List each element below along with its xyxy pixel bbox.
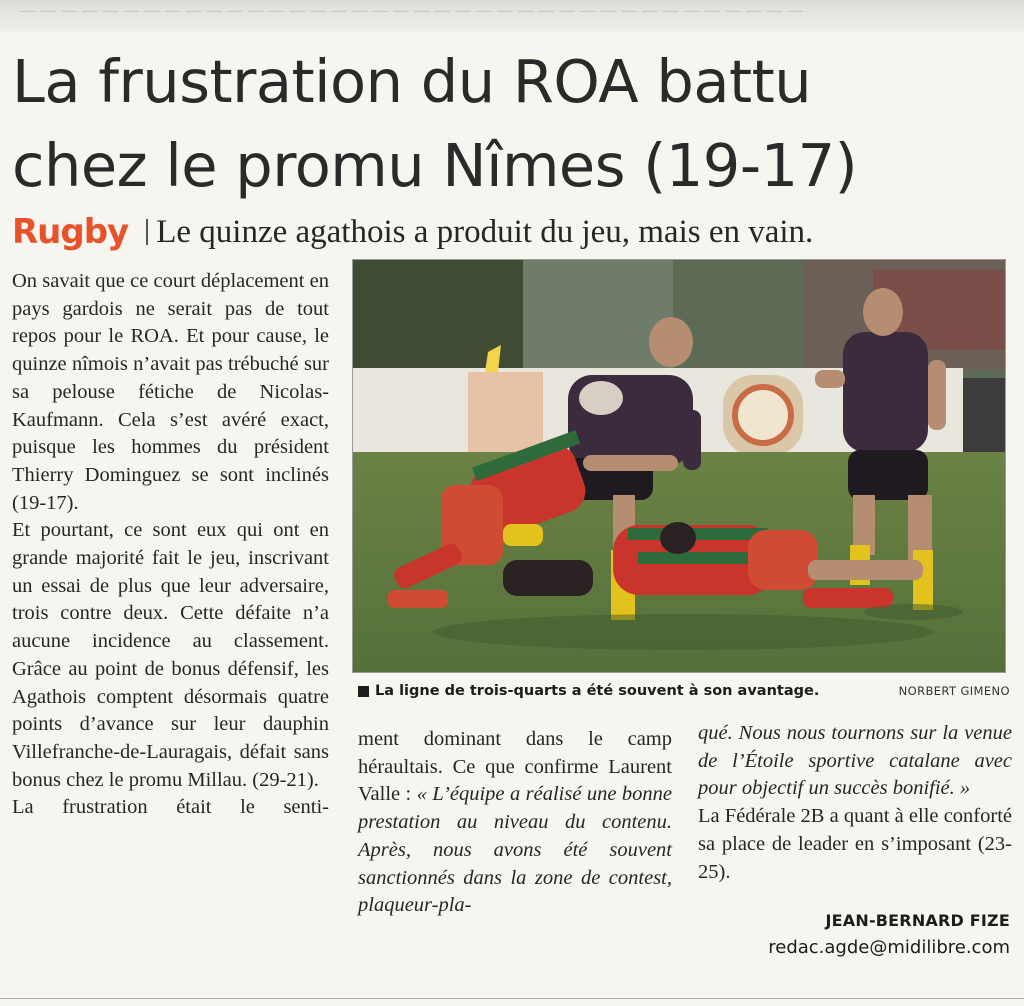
headline — [12, 40, 1012, 208]
paragraph — [358, 726, 672, 920]
article-column-3 — [698, 720, 1012, 886]
author-email: redac.agde@midilibre.com — [768, 937, 1010, 958]
article-column-2 — [358, 726, 672, 920]
paragraph — [698, 720, 1012, 803]
article-column-1 — [12, 268, 329, 822]
paragraph: La Fédérale 2B a quant à elle conforté sa place de leader en s’imposant (23-25). — [698, 805, 1012, 883]
quote: qué. Nous nous tournons sur la venue de l’Étoile sportive catalane avec pour objectif un succès bonifié. » — [698, 722, 1012, 800]
paragraph: La frustration était le senti- — [12, 796, 329, 819]
column-text: ment dominant dans le camp héraultais. Ce que confirme Laurent Valle : — [358, 728, 672, 806]
photo-credit: NORBERT GIMENO — [898, 684, 1010, 698]
bleed-text: — — — — — — — — — — — — — — — — — — — — — — — — — — — — — — — — — — — — — — — [20, 3, 804, 19]
author-byline: JEAN-BERNARD FIZE — [825, 911, 1010, 930]
quote: « L’équipe a réalisé une bonne prestation au niveau du contenu. Après, nous avons été souvent sanctionnés dans la zone de contest, plaqueur-pla- — [358, 783, 672, 917]
caption-bullet-icon — [358, 686, 369, 697]
kicker-separator — [146, 219, 148, 245]
rugby-action-photo — [353, 260, 1005, 672]
photo-caption — [358, 678, 1010, 704]
section-tag: Rugby — [12, 212, 129, 252]
kicker — [12, 210, 813, 254]
paragraph: On savait que ce court déplacement en pays gardois ne serait pas de tout repos pour le ROA. Et pour cause, le quinze nîmois n’avait pas trébuché sur sa pelouse fétiche de Nicolas-Kaufmann. Cela s’est avéré exact, puisque les hommes du président Thierry Dominguez se sont inclinés (19-17). — [12, 270, 329, 514]
headline-line-1: La frustration du ROA battu — [12, 47, 812, 116]
previous-page-bleed — [0, 0, 1024, 32]
caption-text: La ligne de trois-quarts a été souvent à son avantage. — [375, 683, 820, 699]
paragraph: Et pourtant, ce sont eux qui ont en grande majorité fait le jeu, inscrivant un essai de plus que leur adversaire, trois contre deux. Cette défaite n’a aucune incidence au classement. Grâce au point de bonus défensif, les Agathois comptent désormais quatre points d’avance sur leur dauphin Villefranche-de-Lauragais, défait sans bonus chez le promu Millau. (29-21). — [12, 519, 329, 791]
headline-line-2: chez le promu Nîmes (19-17) — [12, 131, 858, 200]
bottom-rule — [0, 998, 1024, 999]
match-photo — [352, 259, 1006, 673]
subheadline: Le quinze agathois a produit du jeu, mais en vain. — [156, 213, 814, 250]
